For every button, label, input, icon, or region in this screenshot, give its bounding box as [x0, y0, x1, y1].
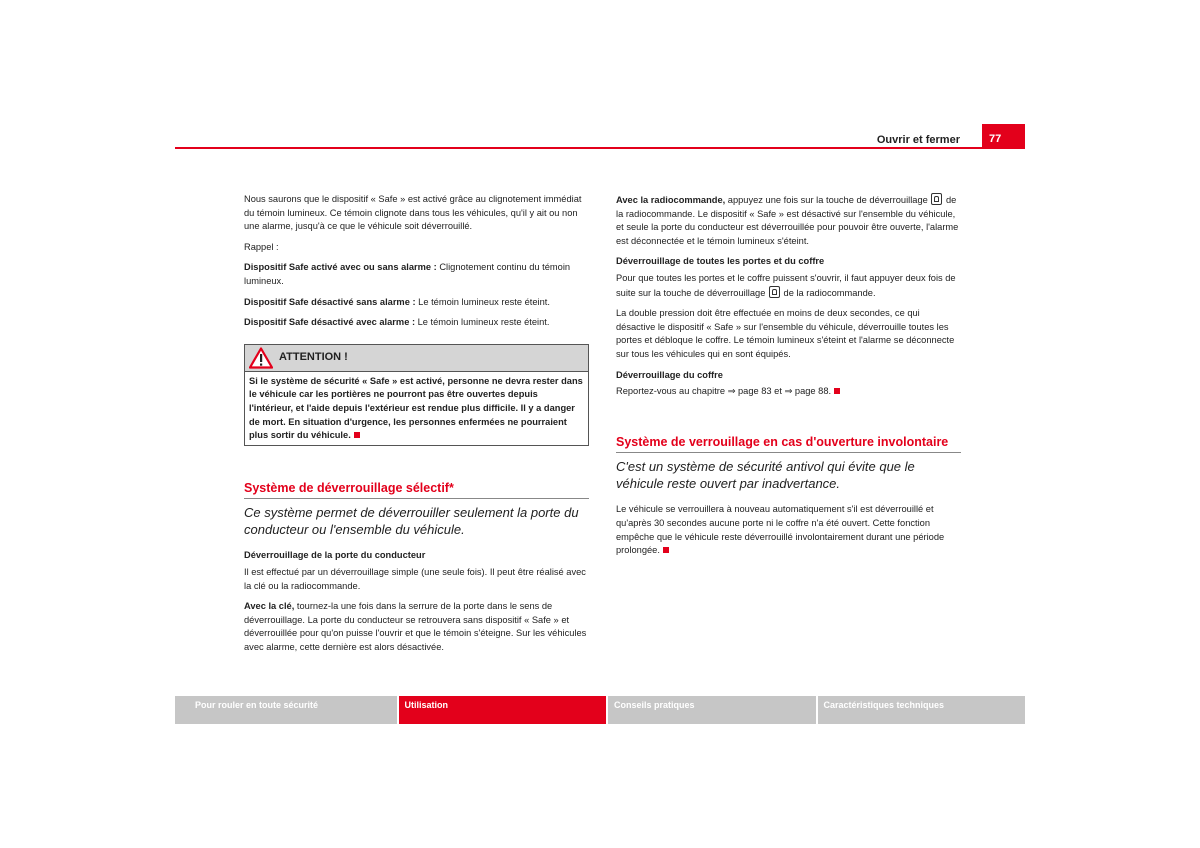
- unlock-key-icon: [931, 193, 942, 205]
- warning-triangle-icon: [249, 347, 273, 369]
- term: Dispositif Safe désactivé avec alarme :: [244, 317, 416, 328]
- right-column: [616, 193, 961, 565]
- section-title: Système de déverrouillage sélectif*: [244, 482, 589, 500]
- term: Avec la clé,: [244, 601, 295, 612]
- paragraph: La double pression doit être effectuée en moins de deux secondes, ce qui désactive le dispositif « Safe » sur l'ensemble du véhicule, déverrouille toutes les portes et débloque le coffre. Le témoin lumineux s'éteint et l'alarme se déconnecte sur tous les véhicules qui en sont équipés.: [616, 308, 955, 359]
- paragraph: Reportez-vous au chapitre ⇒ page 83 et ⇒ page 88.: [616, 385, 961, 399]
- end-marker-icon: [834, 388, 840, 394]
- end-marker-icon: [663, 547, 669, 553]
- paragraph: Rappel :: [244, 241, 279, 252]
- page-header-title: Ouvrir et fermer: [876, 134, 960, 146]
- section-intro: Ce système permet de déverrouiller seulement la porte du conducteur ou l'ensemble du véhicule.: [244, 505, 579, 538]
- footer-tab-specs[interactable]: Caractéristiques techniques: [818, 696, 1026, 724]
- term: Avec la radiocommande,: [616, 195, 726, 205]
- page-number: 77: [982, 124, 1025, 149]
- unlock-key-icon: [769, 286, 780, 298]
- section-title: Système de verrouillage en cas d'ouverture involontaire: [616, 436, 961, 454]
- term: Dispositif Safe activé avec ou sans alarme :: [244, 262, 437, 273]
- footer-nav: [175, 696, 1025, 724]
- paragraph: Nous saurons que le dispositif « Safe » est activé grâce au clignotement immédiat du témoin lumineux. Ce témoin clignote dans tous les véhicules, qu'il y ait ou non une alarme, jusqu'à ce que le véhicule soit déverrouillé.: [244, 194, 582, 232]
- end-marker-icon: [354, 432, 360, 438]
- definition: Le témoin lumineux reste éteint.: [415, 296, 550, 307]
- footer-tab-usage[interactable]: Utilisation: [399, 696, 607, 724]
- paragraph: Il est effectué par un déverrouillage simple (une seule fois). Il peut être réalisé avec la clé ou la radiocommande.: [244, 566, 586, 591]
- header-rule: [175, 147, 1025, 149]
- warning-header: [245, 345, 588, 372]
- footer-tab-safety[interactable]: Pour rouler en toute sécurité: [175, 696, 397, 724]
- section-intro: C'est un système de sécurité antivol qui évite que le véhicule reste ouvert par inadvertance.: [616, 459, 915, 492]
- sub-heading: Déverrouillage du coffre: [616, 369, 723, 380]
- warning-text: Si le système de sécurité « Safe » est activé, personne ne devra rester dans le véhicule car les portières ne pourront pas être ouvertes depuis l'intérieur, et l'aide depuis l'extérieur est rendue plus difficile. Il y a danger de mort. En situation d'urgence, les personnes enfermées ne pourraient plus sortir du véhicule.: [249, 375, 583, 441]
- sub-heading: Déverrouillage de toutes les portes et du coffre: [616, 256, 825, 267]
- paragraph: Avec la clé, tournez-la une fois dans la serrure de la porte dans le sens de déverrouillage. La porte du conducteur se retrouvera sans dispositif « Safe » et déverrouillée pour qu'on puisse l'ouvrir et que le témoin s'éteigne. Sur les véhicules avec alarme, cette dernière est alors désactivée.: [244, 601, 587, 652]
- paragraph: [244, 296, 589, 310]
- paragraph: [244, 261, 589, 288]
- left-column: [244, 193, 589, 661]
- paragraph: Pour que toutes les portes et le coffre puissent s'ouvrir, il faut appuyer deux fois de suite sur la touche de déverrouillage de la radiocommande.: [616, 272, 956, 298]
- term: Dispositif Safe désactivé sans alarme :: [244, 296, 416, 307]
- paragraph: Avec la radiocommande, appuyez une fois sur la touche de déverrouillage de la radiocommande. Le dispositif « Safe » est désactivé sur l'ensemble du véhicule, et seule la porte du conducteur est déverrouillée pour pouvoir être ouverte, l'alarme est déconnectée et le témoin lumineux s'éteint.: [616, 195, 959, 246]
- definition: Clignotement continu du témoin lumineux.: [244, 262, 571, 286]
- sub-heading: Déverrouillage de la porte du conducteur: [244, 550, 426, 561]
- warning-box: [244, 344, 589, 446]
- paragraph: Le véhicule se verrouillera à nouveau automatiquement s'il est déverrouillé et qu'après 30 secondes aucune porte ni le coffre n'a été ouvert. Cette fonction empêche que le véhicule reste déverrouillé involontairement durant une période prolongée.: [616, 504, 945, 556]
- footer-tab-tips[interactable]: Conseils pratiques: [608, 696, 816, 724]
- paragraph: [244, 316, 589, 330]
- warning-title: ATTENTION !: [279, 350, 348, 363]
- definition: Le témoin lumineux reste éteint.: [415, 317, 550, 328]
